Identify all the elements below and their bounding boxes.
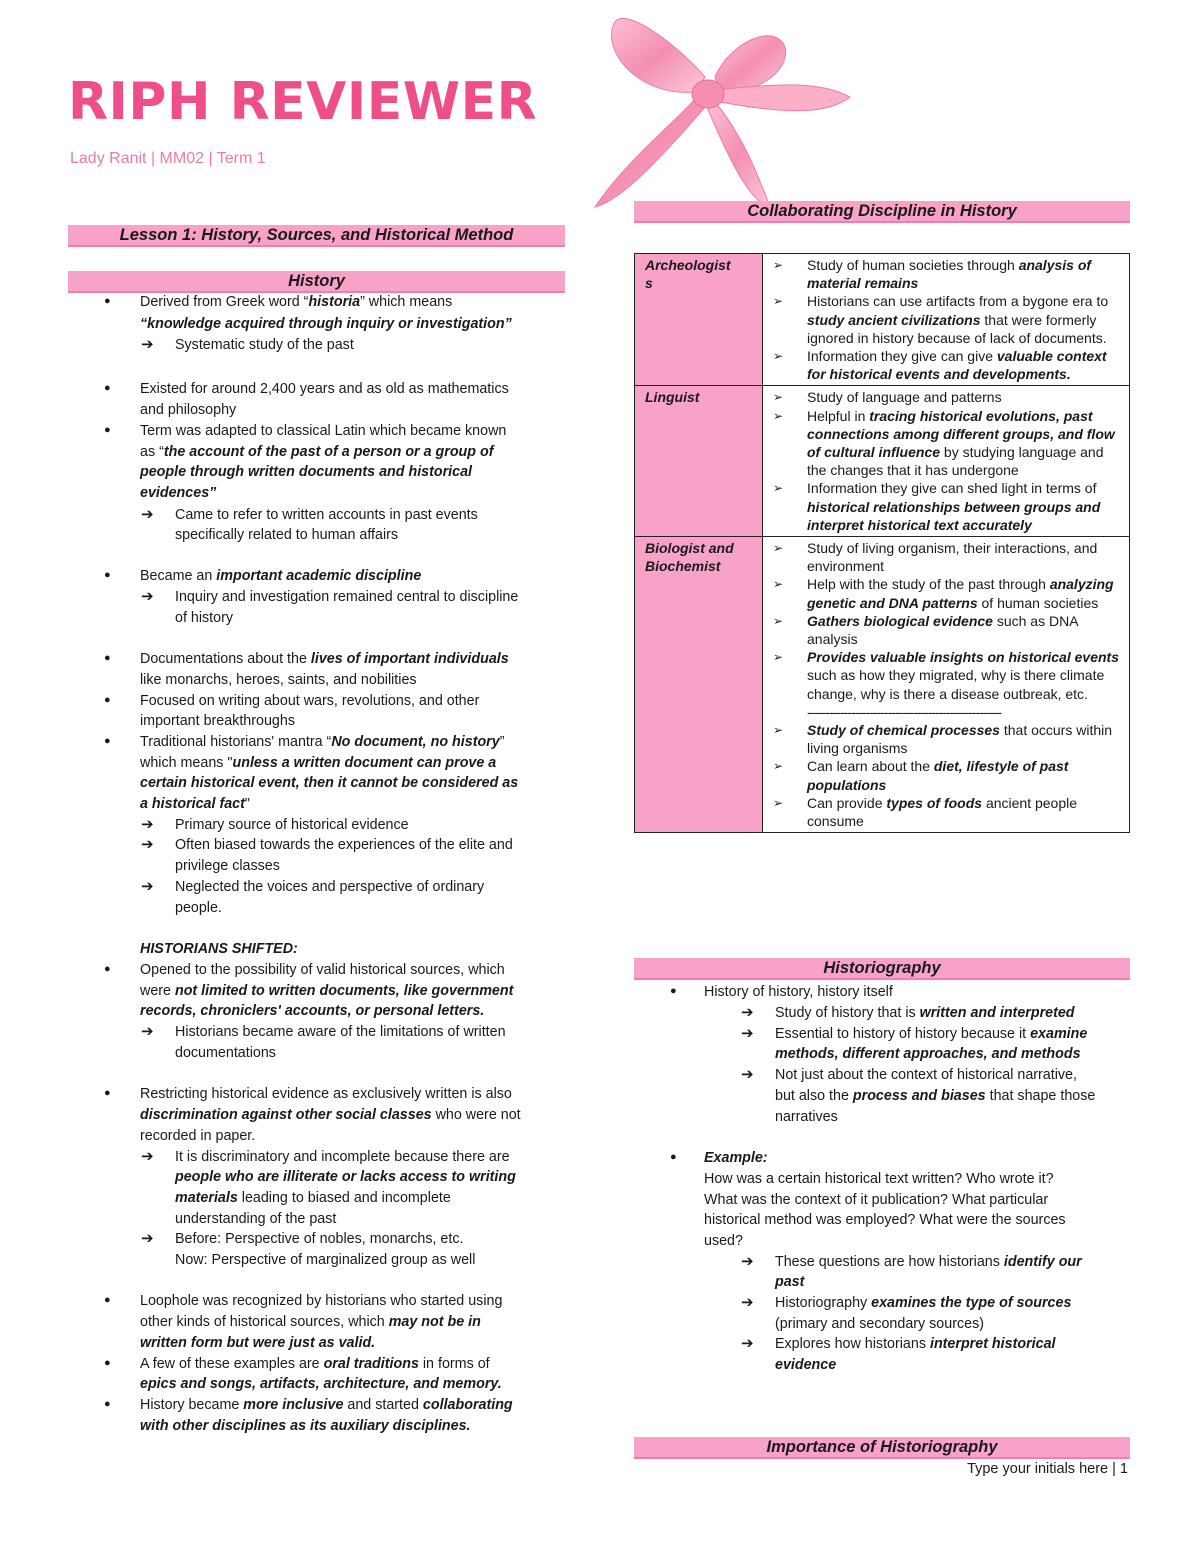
list-item: Example: bbox=[704, 1150, 768, 1166]
list-item: Opened to the possibility of valid historical sources, which bbox=[140, 962, 505, 978]
list-item: records, chroniclers' accounts, or personal letters. bbox=[140, 1003, 485, 1019]
list-item: ➢ Information they give can give valuable context for historical events and developments. bbox=[773, 347, 1123, 383]
page-title: RIPH REVIEWER bbox=[68, 72, 538, 132]
list-item: recorded in paper. bbox=[140, 1128, 256, 1144]
page-subtitle: Lady Ranit | MM02 | Term 1 bbox=[70, 150, 266, 167]
list-item: Before: Perspective of nobles, monarchs, etc. bbox=[175, 1231, 464, 1247]
list-item: ➢ Can learn about the diet, lifestyle of past populations bbox=[773, 757, 1123, 793]
list-item: like monarchs, heroes, saints, and nobilities bbox=[140, 672, 417, 688]
list-item: evidence bbox=[775, 1357, 837, 1373]
list-item: materials leading to biased and incomplete bbox=[175, 1190, 451, 1206]
list-item: Traditional historians' mantra “No document, no history” bbox=[140, 734, 505, 750]
list-item: past bbox=[775, 1274, 805, 1290]
bullet-icon: ● bbox=[670, 985, 677, 997]
collab-heading: Collaborating Discipline in History bbox=[634, 201, 1130, 223]
list-item: ➢ Helpful in tracing historical evolutions, past connections among different groups, and flow of cultural influence by studying language and the changes that it has undergone bbox=[773, 407, 1123, 480]
list-item: a historical fact" bbox=[140, 796, 250, 812]
list-item: ➢ Study of living organism, their interactions, and environment bbox=[773, 539, 1123, 575]
list-item: specifically related to human affairs bbox=[175, 527, 399, 543]
arrow-icon: ➔ bbox=[141, 336, 154, 353]
bullet-icon: ● bbox=[104, 1294, 111, 1306]
list-item: Documentations about the lives of important individuals bbox=[140, 651, 509, 667]
list-item: epics and songs, artifacts, architecture, and memory. bbox=[140, 1376, 502, 1392]
bullet-icon: ● bbox=[104, 652, 111, 664]
list-item: Restricting historical evidence as exclusively written is also bbox=[140, 1086, 512, 1102]
list-item: but also the process and biases that shape those bbox=[775, 1088, 1096, 1104]
list-item: privilege classes bbox=[175, 858, 280, 874]
lesson-heading: Lesson 1: History, Sources, and Historical Method bbox=[68, 225, 565, 247]
page-footer: Type your initials here | 1 bbox=[967, 1461, 1128, 1477]
bullet-icon: ● bbox=[104, 569, 111, 581]
list-item: written form but were just as valid. bbox=[140, 1335, 376, 1351]
arrow-icon: ➔ bbox=[141, 878, 154, 895]
list-item: which means "unless a written document can prove a bbox=[140, 755, 497, 771]
list-item: Existed for around 2,400 years and as old as mathematics bbox=[140, 381, 509, 397]
list-item: Study of history that is written and interpreted bbox=[775, 1005, 1075, 1021]
list-item: History became more inclusive and started collaborating bbox=[140, 1397, 513, 1413]
list-item: Became an important academic discipline bbox=[140, 568, 422, 584]
term-linguist: Linguist bbox=[635, 386, 763, 537]
term-biologist: Biologist and Biochemist bbox=[635, 537, 763, 833]
list-item: documentations bbox=[175, 1045, 276, 1061]
bullet-icon: ● bbox=[104, 1398, 111, 1410]
list-item: Historians became aware of the limitations of written bbox=[175, 1024, 506, 1040]
list-item: A few of these examples are oral traditions in forms of bbox=[140, 1356, 490, 1372]
arrow-icon: ➔ bbox=[741, 1294, 754, 1311]
list-item: Derived from Greek word “historia” which means bbox=[140, 294, 453, 310]
list-item: ➢ Can provide types of foods ancient people consume bbox=[773, 794, 1123, 830]
table-row bbox=[635, 254, 1130, 386]
list-item: What was the context of it publication? What particular bbox=[704, 1192, 1049, 1208]
list-item: used? bbox=[704, 1233, 743, 1249]
bullet-icon: ● bbox=[670, 1151, 677, 1163]
table-row bbox=[635, 537, 1130, 833]
list-item: It is discriminatory and incomplete because there are bbox=[175, 1149, 510, 1165]
list-item: Explores how historians interpret historical bbox=[775, 1336, 1056, 1352]
list-item: Term was adapted to classical Latin which became known bbox=[140, 423, 507, 439]
arrow-icon: ➔ bbox=[141, 588, 154, 605]
arrow-icon: ➔ bbox=[141, 816, 154, 833]
list-item: ➢ Provides valuable insights on historical events such as how they migrated, why is there climate change, why is there a disease outbreak, etc. bbox=[773, 648, 1123, 703]
list-item: ➢ Study of human societies through analysis of material remains bbox=[773, 256, 1123, 292]
list-item: How was a certain historical text written? Who wrote it? bbox=[704, 1171, 1054, 1187]
list-item: historical method was employed? What were the sources bbox=[704, 1212, 1066, 1228]
list-item: Essential to history of history because it examine bbox=[775, 1026, 1088, 1042]
arrow-icon: ➔ bbox=[741, 1335, 754, 1352]
arrow-icon: ➔ bbox=[741, 1025, 754, 1042]
list-item: narratives bbox=[775, 1109, 838, 1125]
list-item: Historiography examines the type of sources bbox=[775, 1295, 1072, 1311]
ribbon-bow-icon bbox=[555, 2, 855, 217]
list-item: Came to refer to written accounts in past events bbox=[175, 507, 478, 523]
list-item: ➢ Gathers biological evidence such as DNA analysis bbox=[773, 612, 1123, 648]
list-item: “knowledge acquired through inquiry or investigation” bbox=[140, 316, 512, 332]
list-item: ➢ Information they give can shed light in terms of historical relationships between groups and interpret historical text accurately bbox=[773, 479, 1123, 534]
history-heading: History bbox=[68, 271, 565, 293]
historiography-heading: Historiography bbox=[634, 958, 1130, 980]
list-item: Neglected the voices and perspective of ordinary bbox=[175, 879, 485, 895]
bullet-icon: ● bbox=[104, 963, 111, 975]
list-item: Systematic study of the past bbox=[175, 337, 354, 353]
list-item: people through written documents and historical bbox=[140, 464, 473, 480]
list-item: Loophole was recognized by historians who started using bbox=[140, 1293, 503, 1309]
divider: ----------------------------------------------------- bbox=[807, 703, 1002, 720]
list-item: Often biased towards the experiences of the elite and bbox=[175, 837, 513, 853]
arrow-icon: ➔ bbox=[141, 1148, 154, 1165]
list-item: people. bbox=[175, 900, 222, 916]
list-item: These questions are how historians identify our bbox=[775, 1254, 1082, 1270]
list-item: Not just about the context of historical narrative, bbox=[775, 1067, 1077, 1083]
arrow-icon: ➔ bbox=[141, 836, 154, 853]
arrow-icon: ➔ bbox=[741, 1066, 754, 1083]
importance-heading: Importance of Historiography bbox=[634, 1437, 1130, 1459]
list-item: Primary source of historical evidence bbox=[175, 817, 409, 833]
list-item: methods, different approaches, and methods bbox=[775, 1046, 1081, 1062]
bullet-icon: ● bbox=[104, 424, 111, 436]
bullet-icon: ● bbox=[104, 1087, 111, 1099]
bullet-icon: ● bbox=[104, 735, 111, 747]
list-item: HISTORIANS SHIFTED: bbox=[140, 941, 298, 957]
arrow-icon: ➔ bbox=[141, 506, 154, 523]
list-item: other kinds of historical sources, which may not be in bbox=[140, 1314, 481, 1330]
list-item: (primary and secondary sources) bbox=[775, 1316, 984, 1332]
list-item: discrimination against other social classes who were not bbox=[140, 1107, 521, 1123]
list-item: as “the account of the past of a person or a group of bbox=[140, 444, 494, 460]
list-item: were not limited to written documents, like government bbox=[140, 983, 514, 999]
list-item: ➢ Historians can use artifacts from a bygone era to study ancient civilizations that were formerly ignored in history because of lack of documents. bbox=[773, 292, 1123, 347]
arrow-icon: ➔ bbox=[741, 1004, 754, 1021]
list-item: ➢ Study of chemical processes that occurs within living organisms bbox=[773, 721, 1123, 757]
list-item: ➢ Help with the study of the past through analyzing genetic and DNA patterns of human societies bbox=[773, 575, 1123, 611]
bullet-icon: ● bbox=[104, 382, 111, 394]
arrow-icon: ➔ bbox=[141, 1023, 154, 1040]
list-item: understanding of the past bbox=[175, 1211, 337, 1227]
table-row bbox=[635, 386, 1130, 537]
term-archeologists: Archeologist s bbox=[635, 254, 763, 386]
arrow-icon: ➔ bbox=[141, 1230, 154, 1247]
list-item: evidences” bbox=[140, 485, 217, 501]
list-item: and philosophy bbox=[140, 402, 237, 418]
list-item: Now: Perspective of marginalized group as well bbox=[175, 1252, 476, 1268]
list-item: History of history, history itself bbox=[704, 984, 893, 1000]
list-item: Inquiry and investigation remained central to discipline bbox=[175, 589, 519, 605]
bullet-icon: ● bbox=[104, 1357, 111, 1369]
arrow-icon: ➔ bbox=[741, 1253, 754, 1270]
list-item: of history bbox=[175, 610, 234, 626]
list-item: important breakthroughs bbox=[140, 713, 295, 729]
list-item: certain historical event, then it cannot be considered as bbox=[140, 775, 519, 791]
list-item: Focused on writing about wars, revolutions, and other bbox=[140, 693, 480, 709]
collab-table bbox=[634, 253, 1130, 833]
list-item: people who are illiterate or lacks access to writing bbox=[175, 1169, 516, 1185]
bullet-icon: ● bbox=[104, 694, 111, 706]
list-item: ➢ Study of language and patterns bbox=[773, 388, 1123, 406]
list-item: with other disciplines as its auxiliary disciplines. bbox=[140, 1418, 471, 1434]
bullet-icon: ● bbox=[104, 295, 111, 307]
